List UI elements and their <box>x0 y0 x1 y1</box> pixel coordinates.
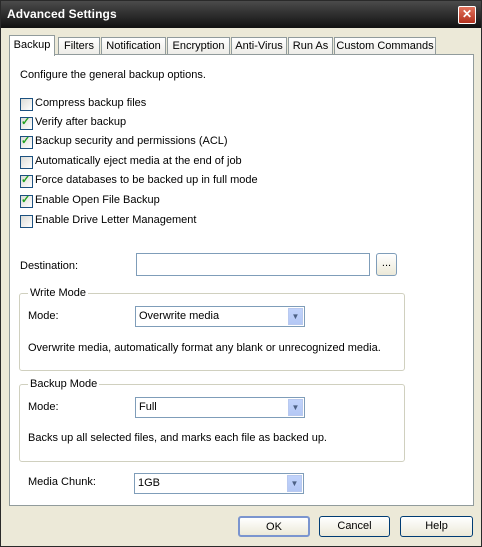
tab-encryption[interactable]: Encryption <box>167 37 230 55</box>
option-label: Enable Open File Backup <box>35 194 160 206</box>
backup-mode-select[interactable] <box>135 397 305 418</box>
option-label: Force databases to be backed up in full mode <box>35 174 258 186</box>
media-chunk-value: 1GB <box>138 477 161 489</box>
tab-filters[interactable]: Filters <box>58 37 100 55</box>
title-bar[interactable] <box>1 1 481 28</box>
force-db-checkbox[interactable] <box>20 175 33 188</box>
check-icon: ✓ <box>21 135 31 147</box>
browse-button[interactable]: ... <box>376 253 397 276</box>
media-chunk-select[interactable] <box>134 473 304 494</box>
eject-checkbox[interactable] <box>20 156 33 169</box>
option-label: Backup security and permissions (ACL) <box>35 135 228 147</box>
cancel-button[interactable]: Cancel <box>319 516 390 537</box>
backup-mode-help: Backs up all selected files, and marks each file as backed up. <box>28 432 327 444</box>
option-label: Verify after backup <box>35 116 127 128</box>
check-icon: ✓ <box>21 194 31 206</box>
verify-checkbox[interactable] <box>20 117 33 130</box>
destination-label: Destination: <box>20 260 79 272</box>
option-label: Automatically eject media at the end of job <box>35 155 242 167</box>
tab-anti-virus[interactable]: Anti-Virus <box>231 37 287 55</box>
open-file-checkbox[interactable] <box>20 195 33 208</box>
tab-custom-commands[interactable]: Custom Commands <box>334 37 436 55</box>
chevron-down-icon[interactable]: ▼ <box>287 475 302 492</box>
backup-tab-panel <box>9 54 474 506</box>
acl-checkbox[interactable] <box>20 136 33 149</box>
chevron-down-icon[interactable]: ▼ <box>288 308 303 325</box>
option-label: Compress backup files <box>35 97 147 109</box>
backup-mode-value: Full <box>139 401 157 413</box>
write-mode-value: Overwrite media <box>139 310 220 322</box>
check-icon: ✓ <box>21 116 31 128</box>
write-mode-label: Mode: <box>28 310 59 322</box>
ok-button[interactable]: OK <box>238 516 310 537</box>
close-icon[interactable]: ✕ <box>458 6 476 24</box>
tab-run-as[interactable]: Run As <box>288 37 333 55</box>
backup-mode-label: Mode: <box>28 401 59 413</box>
backup-mode-group <box>19 378 405 462</box>
help-button[interactable]: Help <box>400 516 473 537</box>
backup-mode-title: Backup Mode <box>30 378 98 390</box>
chevron-down-icon[interactable]: ▼ <box>288 399 303 416</box>
tab-notification[interactable]: Notification <box>101 37 166 55</box>
write-mode-select[interactable] <box>135 306 305 327</box>
tab-backup[interactable]: Backup <box>9 35 55 56</box>
write-mode-title: Write Mode <box>30 287 87 299</box>
write-mode-help: Overwrite media, automatically format any blank or unrecognized media. <box>28 342 381 354</box>
drive-letter-checkbox[interactable] <box>20 215 33 228</box>
window-title: Advanced Settings <box>7 7 117 21</box>
backup-description: Configure the general backup options. <box>20 69 206 81</box>
check-icon: ✓ <box>21 174 31 186</box>
compress-checkbox[interactable] <box>20 98 33 111</box>
destination-input[interactable] <box>136 253 370 276</box>
write-mode-group <box>19 287 405 371</box>
option-label: Enable Drive Letter Management <box>35 214 197 226</box>
media-chunk-label: Media Chunk: <box>28 476 96 488</box>
